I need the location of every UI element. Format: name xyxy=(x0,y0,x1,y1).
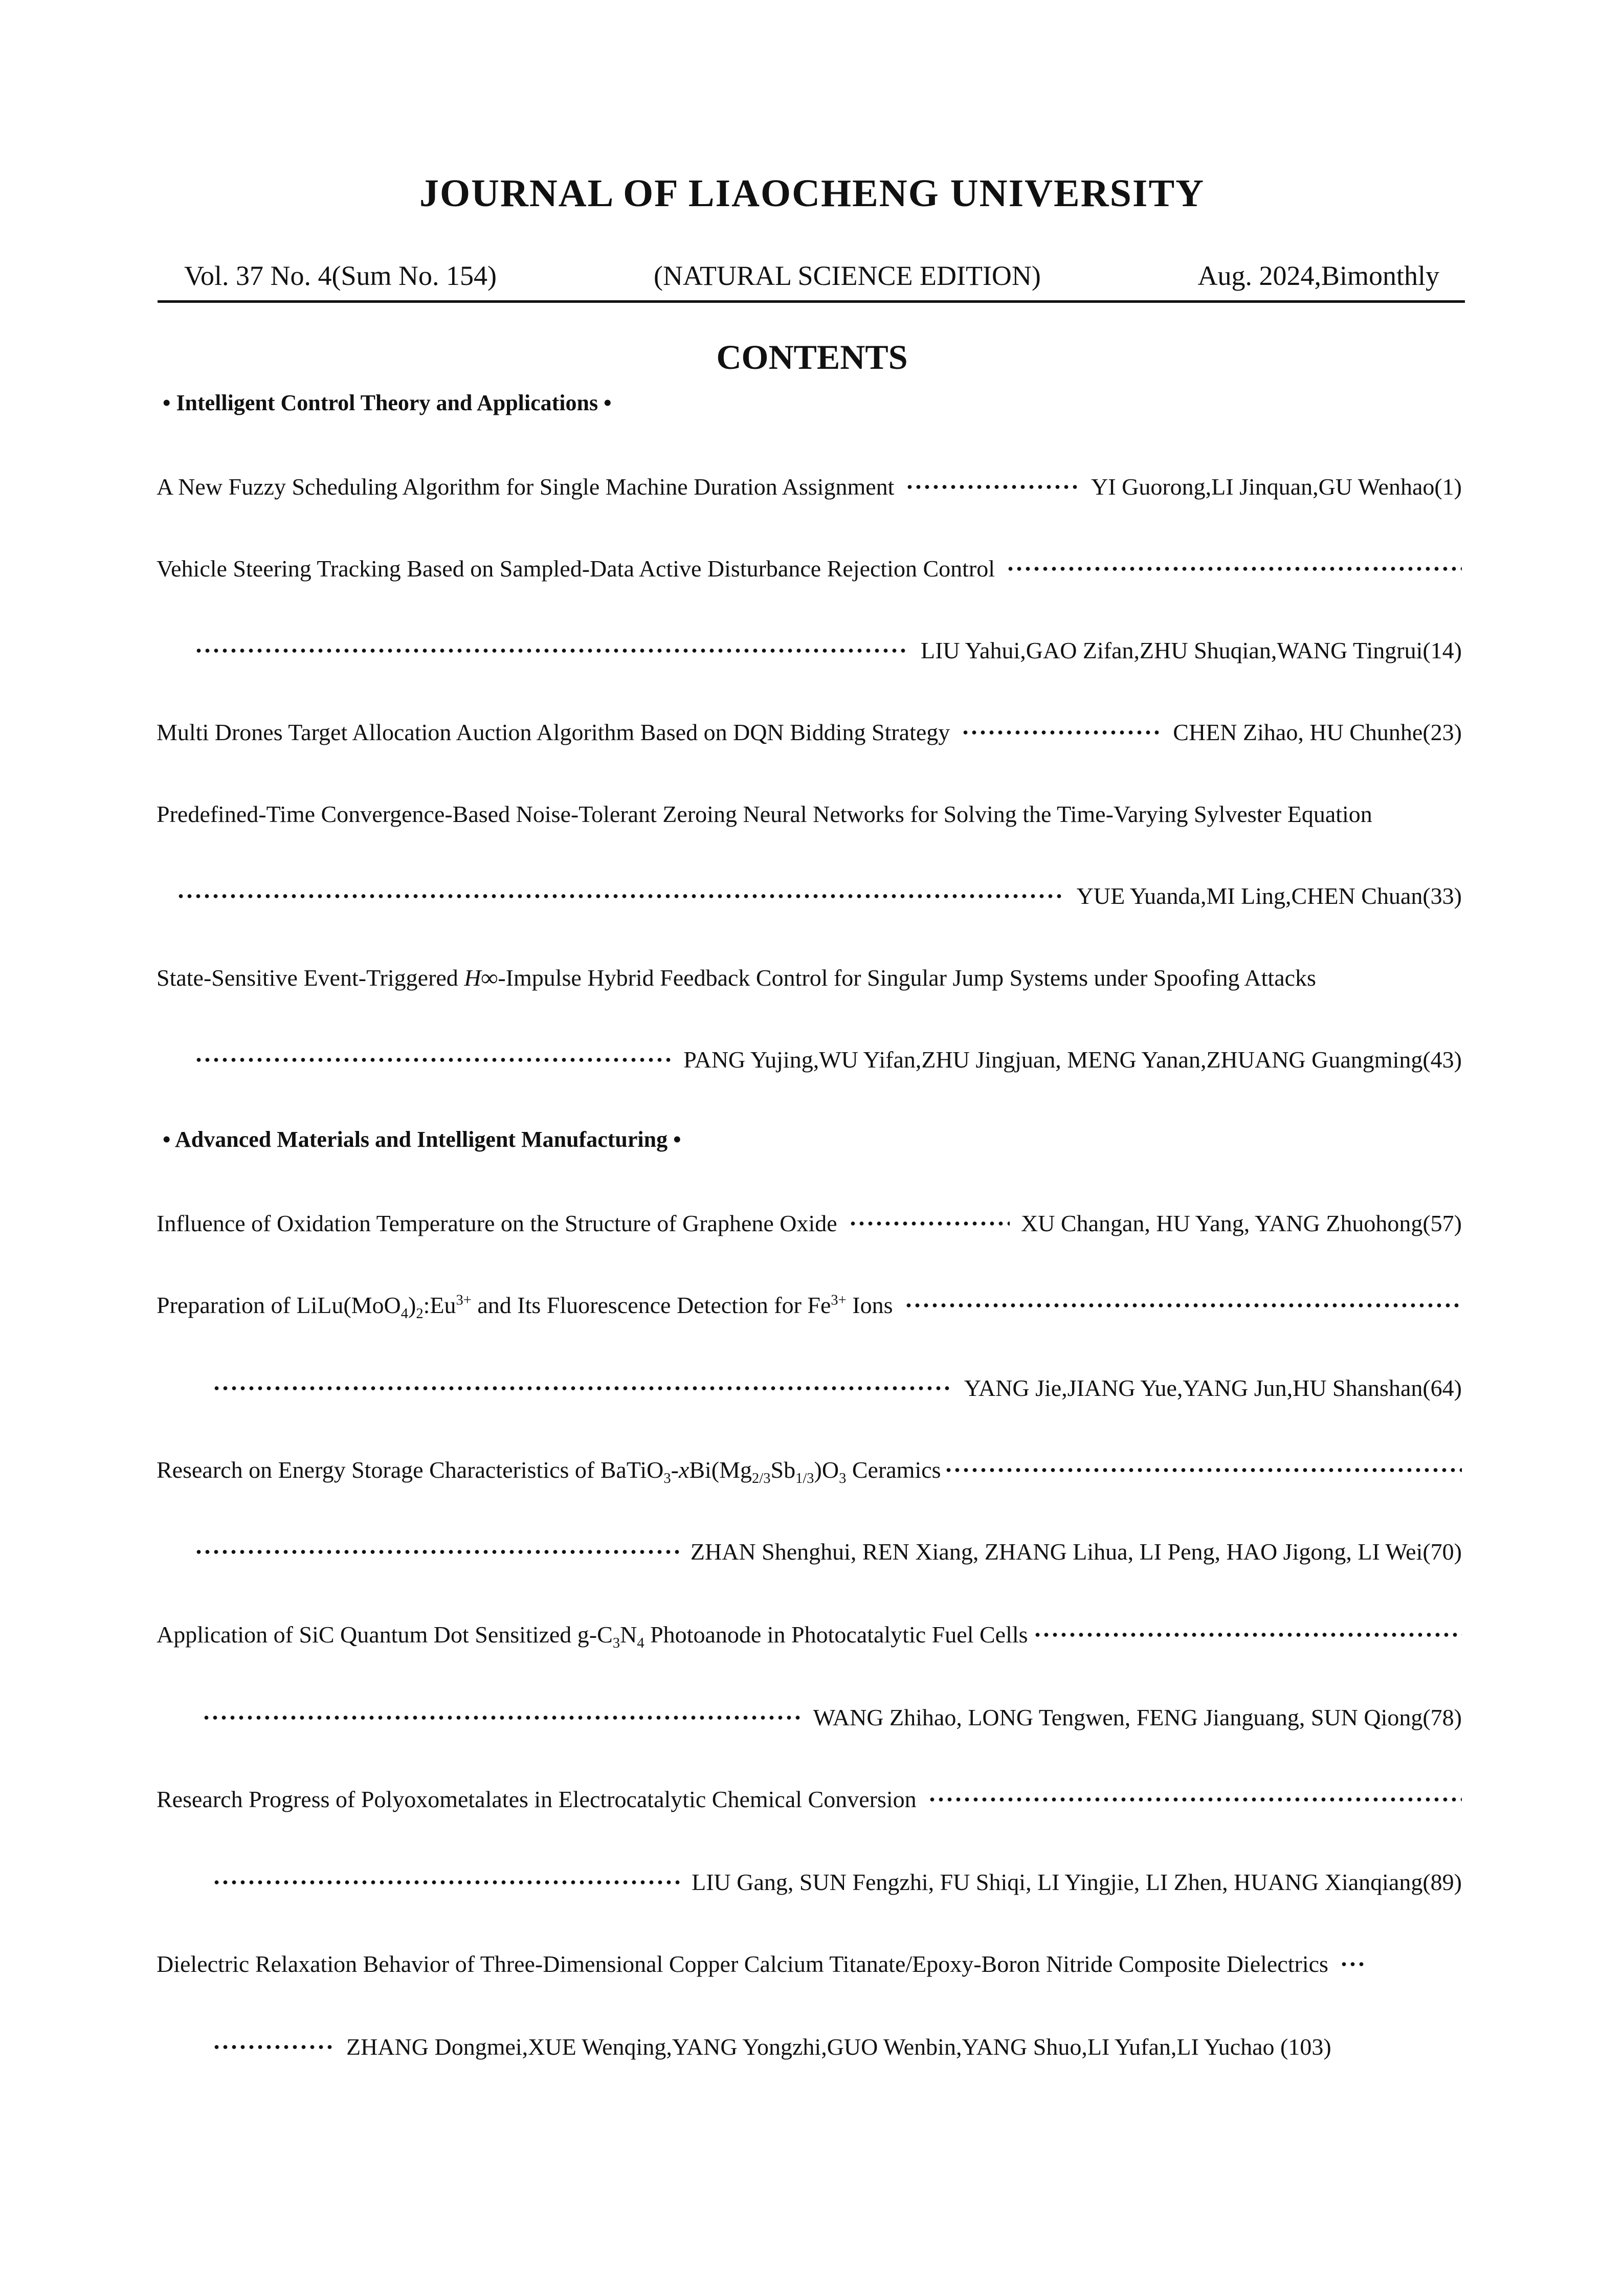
article-authors: YUE Yuanda,MI Ling,CHEN Chuan(33) xyxy=(1076,883,1462,909)
toc-entry[interactable] xyxy=(157,552,1462,585)
dot-leader xyxy=(212,2043,335,2051)
article-authors: ZHANG Dongmei,XUE Wenqing,YANG Yongzhi,GUO Wenbin,YANG Shuo,LI Yufan,LI Yuchao (103) xyxy=(346,2034,1331,2060)
toc-entry-continuation xyxy=(176,880,1462,913)
header-rule xyxy=(158,300,1465,303)
article-title: Research on Energy Storage Characteristics of $BaTiO_3-xBi(Mg_{2/3}Sb_{1/3})O_3$ Ceramics xyxy=(157,1457,941,1487)
dot-leader xyxy=(904,1302,1462,1309)
contents-title: CONTENTS xyxy=(716,338,908,376)
article-authors: WANG Zhihao, LONG Tengwen, FENG Jianguang, SUN Qiong(78) xyxy=(813,1704,1462,1730)
dot-leader xyxy=(1340,1961,1365,1968)
section-heading: • Intelligent Control Theory and Applications • xyxy=(163,390,612,415)
dot-leader xyxy=(212,1385,953,1392)
article-title: Application of SiC Quantum Dot Sensitized $g-C_3N_4$ Photoanode in Photocatalytic Fuel Cells xyxy=(157,1621,1028,1652)
dot-leader xyxy=(194,1548,679,1555)
article-authors: LIU Gang, SUN Fengzhi, FU Shiqi, LI Yingjie, LI Zhen, HUANG Xianqiang(89) xyxy=(692,1869,1462,1895)
article-authors: XU Changan, HU Yang, YANG Zhuohong(57) xyxy=(1020,1210,1462,1236)
dot-leader xyxy=(905,483,1080,491)
dot-leader xyxy=(194,647,909,654)
toc-entry-continuation xyxy=(194,1536,1462,1568)
edition: (NATURAL SCIENCE EDITION) xyxy=(654,260,1041,291)
article-authors: YI Guorong,LI Jinquan,GU Wenhao(1) xyxy=(1091,474,1462,500)
journal-title: JOURNAL OF LIAOCHENG UNIVERSITY xyxy=(419,172,1205,215)
toc-entry-continuation xyxy=(194,634,1462,667)
h-infinity-symbol: H∞ xyxy=(464,965,498,991)
dot-leader xyxy=(176,893,1065,900)
toc-entry[interactable] xyxy=(157,798,1462,831)
article-title: State-Sensitive Event-Triggered H∞-Impulse Hybrid Feedback Control for Singular Jump Systems under Spoofing Attacks xyxy=(157,965,1316,991)
article-authors: YANG Jie,JIANG Yue,YANG Jun,HU Shanshan(64) xyxy=(964,1375,1462,1401)
dot-leader xyxy=(212,1879,680,1886)
toc-entry[interactable] xyxy=(157,1289,1462,1322)
toc-entry-continuation xyxy=(212,2031,1462,2063)
toc-entry[interactable] xyxy=(157,962,1462,994)
dot-leader xyxy=(849,1220,1010,1227)
dot-leader xyxy=(1006,565,1462,572)
article-title: A New Fuzzy Scheduling Algorithm for Single Machine Duration Assignment xyxy=(157,474,895,500)
article-title: Preparation of $LiLu(MoO_4)_2:Eu^{3+}$ and Its Fluorescence Detection for $Fe^{3+}$ Ions xyxy=(157,1292,893,1322)
toc-entry-continuation xyxy=(212,1866,1462,1899)
article-title: Multi Drones Target Allocation Auction Algorithm Based on DQN Bidding Strategy xyxy=(157,719,950,745)
article-authors: CHEN Zihao, HU Chunhe(23) xyxy=(1173,719,1462,745)
article-title: Influence of Oxidation Temperature on the Structure of Graphene Oxide xyxy=(157,1210,837,1236)
toc-entry[interactable] xyxy=(157,1207,1462,1240)
toc-entry[interactable] xyxy=(157,1783,1462,1816)
article-authors: PANG Yujing,WU Yifan,ZHU Jingjuan, MENG Yanan,ZHUANG Guangming(43) xyxy=(683,1047,1462,1073)
toc-entry-continuation xyxy=(212,1372,1462,1405)
article-title: Predefined-Time Convergence-Based Noise-Tolerant Zeroing Neural Networks for Solving the Time-Varying Sylvester Equation xyxy=(157,801,1372,827)
article-title: Vehicle Steering Tracking Based on Sampled-Data Active Disturbance Rejection Control xyxy=(157,555,995,582)
section-heading: • Advanced Materials and Intelligent Manufacturing • xyxy=(163,1127,681,1152)
article-title: Dielectric Relaxation Behavior of Three-Dimensional Copper Calcium Titanate/Epoxy-Boron Nitride Composite Dielectrics xyxy=(157,1951,1328,1977)
toc-entry[interactable] xyxy=(157,1948,1462,1981)
article-authors: ZHAN Shenghui, REN Xiang, ZHANG Lihua, LI Peng, HAO Jigong, LI Wei(70) xyxy=(690,1539,1462,1565)
toc-entry-continuation xyxy=(202,1701,1462,1734)
toc-entry[interactable] xyxy=(157,1454,1462,1486)
toc-entry[interactable] xyxy=(157,1618,1462,1651)
dot-leader xyxy=(944,1466,1462,1474)
dot-leader xyxy=(961,729,1162,736)
toc-entry[interactable] xyxy=(157,471,1462,503)
article-authors: LIU Yahui,GAO Zifan,ZHU Shuqian,WANG Tingrui(14) xyxy=(921,637,1462,663)
dot-leader xyxy=(194,1056,672,1063)
masthead xyxy=(158,258,1465,294)
date-frequency: Aug. 2024,Bimonthly xyxy=(1197,260,1439,291)
toc-entry-continuation xyxy=(194,1043,1462,1076)
article-title: Research Progress of Polyoxometalates in Electrocatalytic Chemical Conversion xyxy=(157,1786,917,1812)
toc-entry[interactable] xyxy=(157,716,1462,749)
dot-leader xyxy=(1033,1631,1462,1638)
dot-leader xyxy=(202,1714,802,1721)
volume-issue: Vol. 37 No. 4(Sum No. 154) xyxy=(184,260,497,291)
dot-leader xyxy=(928,1796,1462,1803)
